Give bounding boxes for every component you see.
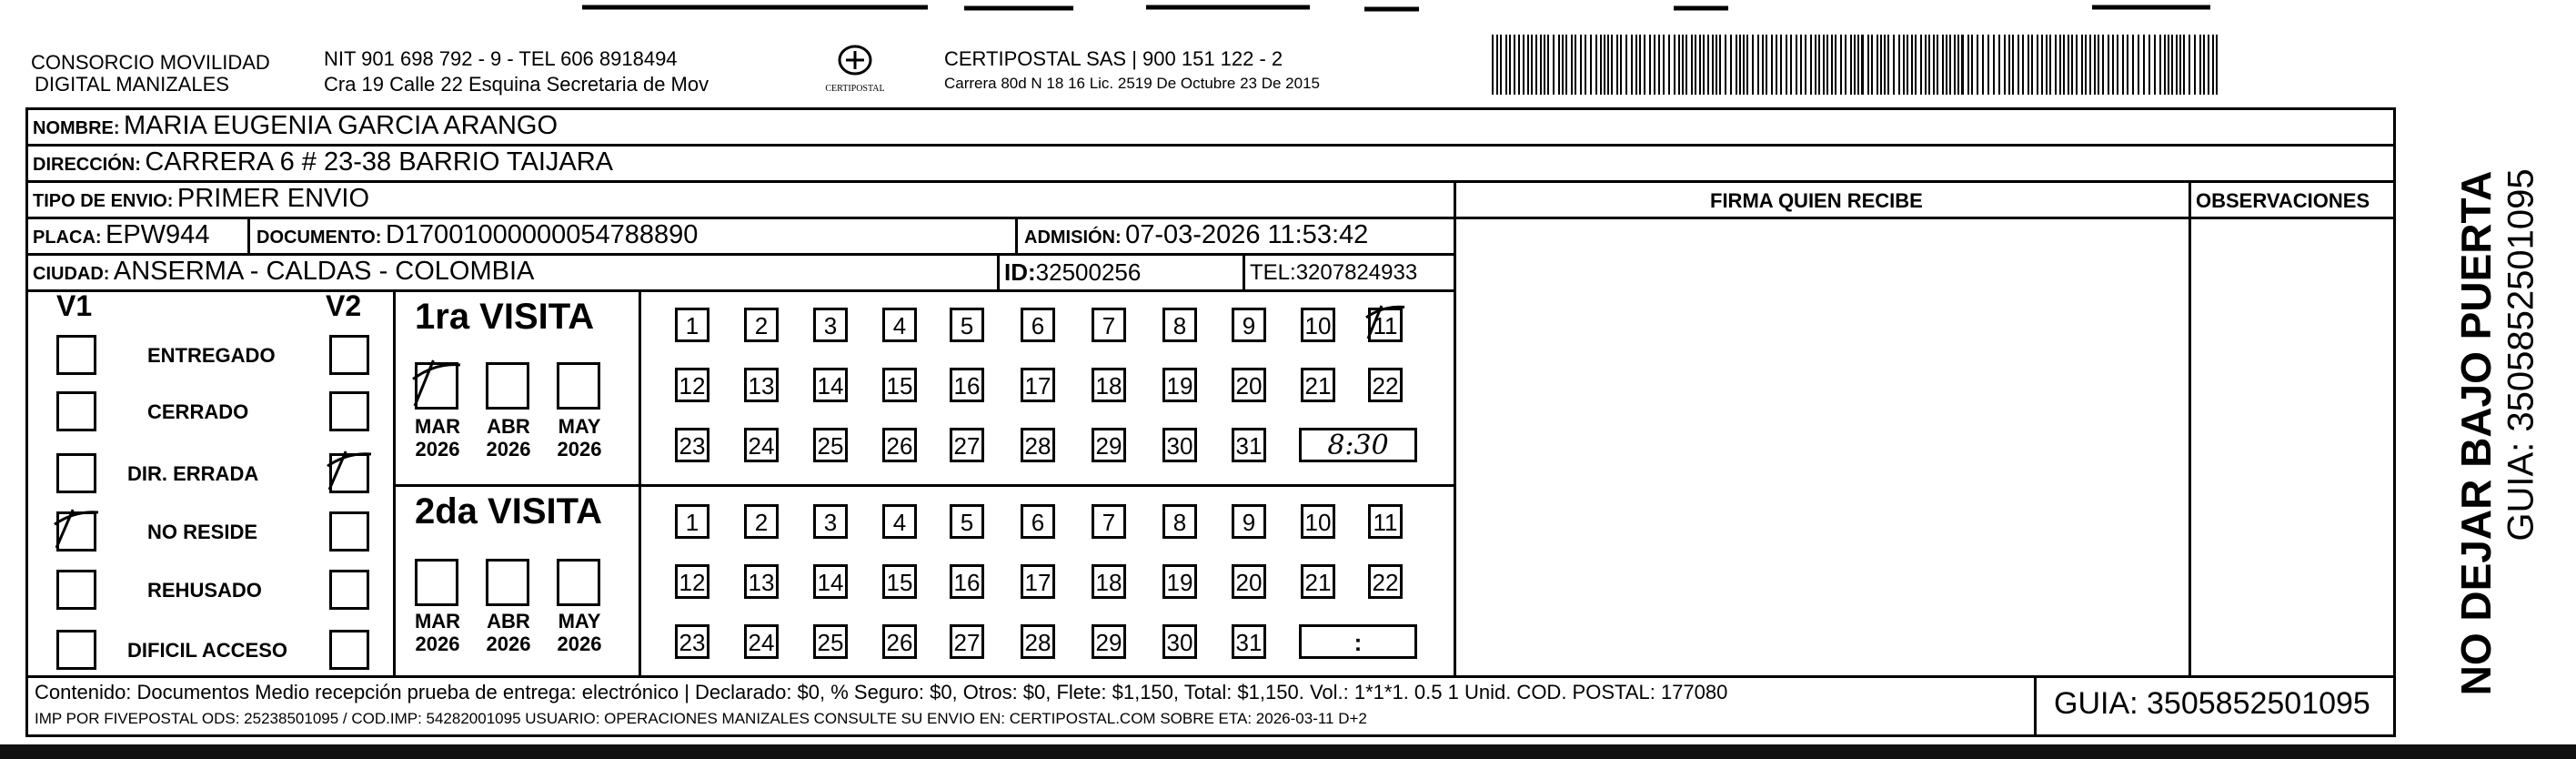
day-box[interactable]: 18 (1092, 368, 1126, 402)
day-box[interactable]: 27 (950, 624, 984, 659)
nombre-value: MARIA EUGENIA GARCIA ARANGO (124, 111, 558, 140)
certipostal-logo (819, 40, 891, 104)
day-box[interactable]: 1 (675, 308, 709, 342)
v2-checkbox[interactable] (329, 570, 369, 610)
day-box[interactable]: 7 (1092, 308, 1126, 342)
second-visit-title: 2da VISITA (415, 491, 602, 531)
month-name: MAY (558, 610, 601, 632)
day-box[interactable]: 25 (813, 624, 848, 659)
tel-row (1250, 260, 1417, 286)
month-checkbox[interactable] (557, 362, 600, 410)
status-label: DIFICIL ACCESO (127, 639, 288, 662)
guia-box: GUIA: 3505852501095 (2054, 686, 2370, 721)
side-guia: GUIA: 3505852501095 (2501, 168, 2541, 541)
day-box[interactable]: 13 (744, 368, 779, 402)
day-box[interactable]: 22 (1368, 368, 1403, 402)
placa-row (33, 220, 209, 250)
month-name: MAY (558, 415, 601, 438)
documento-label: DOCUMENTO: (257, 228, 382, 248)
day-box[interactable]: 19 (1162, 564, 1197, 599)
day-box[interactable]: 15 (882, 564, 917, 599)
nombre-label: NOMBRE: (33, 118, 120, 138)
id-label: ID: (1004, 258, 1036, 286)
day-box[interactable]: 13 (744, 564, 779, 599)
day-box[interactable]: 17 (1021, 368, 1055, 402)
day-box[interactable]: 8 (1162, 504, 1197, 539)
admision-value: 07-03-2026 11:53:42 (1125, 220, 1369, 249)
ciudad-value: ANSERMA - CALDAS - COLOMBIA (113, 257, 535, 286)
month-year: 2026 (415, 438, 460, 460)
day-box[interactable]: 4 (882, 504, 917, 539)
day-box[interactable]: 11 (1368, 308, 1403, 342)
no-dejar-label: NO DEJAR BAJO PUERTA (2452, 170, 2500, 696)
handwritten-check-mark (1363, 299, 1415, 351)
courier-line: CERTIPOSTAL SAS | 900 151 122 - 2 (944, 47, 1283, 70)
first-visit-title: 1ra VISITA (415, 297, 595, 337)
footer-imp: IMP POR FIVEPOSTAL ODS: 25238501095 / COD.IMP: 54282001095 USUARIO: OPERACIONES MANIZALES CONSULTE SU ENVIO EN: CERTIPOSTAL.COM SOBRE ETA: 2026-03-11 D+2 (35, 710, 1367, 727)
company-name-line1: CONSORCIO MOVILIDAD (31, 51, 270, 74)
tel-value: 3207824933 (1295, 260, 1418, 285)
v2-checkbox[interactable] (329, 511, 369, 552)
day-box[interactable]: 4 (882, 308, 917, 342)
day-box[interactable]: 3 (813, 504, 848, 539)
status-label: ENTREGADO (147, 344, 276, 367)
courier-address: Carrera 80d N 18 16 Lic. 2519 De Octubre 23 De 2015 (944, 75, 1320, 92)
day-box[interactable]: 16 (950, 368, 984, 402)
day-box[interactable]: 3 (813, 308, 848, 342)
v1-checkbox[interactable] (56, 630, 96, 670)
ciudad-row (33, 257, 534, 287)
barcode (1492, 35, 2219, 98)
day-box[interactable]: 26 (882, 428, 917, 462)
day-box[interactable]: 30 (1162, 428, 1197, 462)
month-label (477, 415, 540, 460)
v1-checkbox[interactable] (56, 453, 96, 493)
day-box[interactable]: 21 (1301, 564, 1335, 599)
day-box[interactable]: 18 (1092, 564, 1126, 599)
day-box[interactable]: 12 (675, 564, 709, 599)
month-year: 2026 (557, 632, 602, 655)
day-box[interactable]: 31 (1232, 428, 1266, 462)
v2-checkbox[interactable] (329, 391, 369, 431)
month-checkbox[interactable] (557, 559, 600, 606)
month-label (548, 610, 611, 655)
day-box[interactable]: 17 (1021, 564, 1055, 599)
v1-checkbox[interactable] (56, 335, 96, 375)
month-label (406, 610, 469, 655)
tipo-value: PRIMER ENVIO (176, 184, 370, 213)
month-label (406, 415, 469, 460)
id-value: 32500256 (1035, 258, 1142, 286)
status-label: DIR. ERRADA (127, 462, 259, 485)
placa-label: PLACA: (33, 228, 102, 248)
day-box[interactable]: 19 (1162, 368, 1197, 402)
status-label: NO RESIDE (147, 521, 258, 543)
nombre-row (33, 111, 558, 141)
torn-edge-bottom (0, 744, 2576, 759)
day-box[interactable]: 5 (950, 504, 984, 539)
day-box[interactable]: 6 (1021, 308, 1055, 342)
day-box[interactable]: 9 (1232, 504, 1266, 539)
day-box[interactable]: 10 (1301, 504, 1335, 539)
v1-checkbox[interactable] (56, 391, 96, 431)
day-box[interactable]: 29 (1092, 428, 1126, 462)
day-box[interactable]: 25 (813, 428, 848, 462)
observaciones-header: OBSERVACIONES (2196, 189, 2370, 212)
day-box[interactable]: 23 (675, 428, 709, 462)
tipo-row (33, 184, 369, 214)
ciudad-label: CIUDAD: (33, 264, 110, 284)
day-box[interactable]: 14 (813, 368, 848, 402)
day-box[interactable]: 11 (1368, 504, 1403, 539)
day-box[interactable]: 14 (813, 564, 848, 599)
time-separator: : (1353, 629, 1363, 656)
day-box[interactable]: 22 (1368, 564, 1403, 599)
logo-text: CERTIPOSTAL (825, 84, 885, 94)
day-box[interactable]: 16 (950, 564, 984, 599)
id-row (1004, 258, 1141, 287)
admision-row (1024, 220, 1368, 250)
status-label: REHUSADO (147, 579, 262, 602)
direccion-label: DIRECCIÓN: (33, 155, 141, 175)
month-label (548, 415, 611, 460)
month-name: ABR (487, 415, 530, 438)
day-box[interactable]: 2 (744, 308, 779, 342)
v2-checkbox[interactable] (329, 335, 369, 375)
day-box[interactable]: 29 (1092, 624, 1126, 659)
day-box[interactable]: 21 (1301, 368, 1335, 402)
month-label (477, 610, 540, 655)
day-box[interactable]: 5 (950, 308, 984, 342)
day-box[interactable]: 24 (744, 428, 779, 462)
placa-value: EPW944 (106, 220, 210, 249)
direccion-value: CARRERA 6 # 23-38 BARRIO TAIJARA (145, 147, 614, 177)
day-box[interactable]: 6 (1021, 504, 1055, 539)
form-frame (25, 107, 2396, 737)
day-box[interactable]: 24 (744, 624, 779, 659)
day-box[interactable]: 9 (1232, 308, 1266, 342)
handwritten-check-mark (51, 502, 109, 561)
month-year: 2026 (557, 438, 602, 460)
month-year: 2026 (415, 632, 460, 655)
month-checkbox[interactable] (486, 559, 529, 606)
month-year: 2026 (486, 438, 531, 460)
documento-value: D17001000000054788890 (385, 220, 699, 249)
month-checkbox[interactable] (486, 362, 529, 410)
day-box[interactable]: 8 (1162, 308, 1197, 342)
day-box[interactable]: 12 (675, 368, 709, 402)
nit-line: NIT 901 698 792 - 9 - TEL 606 8918494 (324, 47, 678, 70)
documento-row (257, 220, 698, 250)
tel-label: TEL: (1250, 260, 1296, 285)
company-name-line2: DIGITAL MANIZALES (35, 73, 229, 96)
day-box[interactable]: 1 (675, 504, 709, 539)
v2-checkbox[interactable] (329, 630, 369, 670)
day-box[interactable]: 28 (1021, 624, 1055, 659)
firma-header: FIRMA QUIEN RECIBE (1710, 189, 1923, 212)
time-box[interactable] (1299, 624, 1417, 659)
v2-header: V2 (326, 289, 362, 322)
day-box[interactable]: 20 (1232, 564, 1266, 599)
time-box[interactable] (1299, 428, 1417, 462)
day-box[interactable]: 27 (950, 428, 984, 462)
month-checkbox[interactable] (415, 559, 458, 606)
day-box[interactable]: 15 (882, 368, 917, 402)
day-box[interactable]: 31 (1232, 624, 1266, 659)
month-name: ABR (487, 610, 530, 632)
day-box[interactable]: 28 (1021, 428, 1055, 462)
status-label: CERRADO (147, 400, 249, 423)
v1-checkbox[interactable] (56, 570, 96, 610)
torn-edge-top (0, 0, 2576, 7)
day-box[interactable]: 26 (882, 624, 917, 659)
v1-header: V1 (56, 289, 93, 322)
day-box[interactable]: 2 (744, 504, 779, 539)
month-name: MAR (414, 415, 461, 438)
day-box[interactable]: 23 (675, 624, 709, 659)
day-box[interactable]: 7 (1092, 504, 1126, 539)
handwritten-time: 8:30 (1327, 430, 1389, 461)
handwritten-check-mark (324, 444, 382, 502)
month-name: MAR (414, 610, 461, 632)
admision-label: ADMISIÓN: (1024, 228, 1122, 248)
handwritten-check-mark (409, 353, 471, 419)
tipo-label: TIPO DE ENVIO: (33, 191, 174, 211)
day-box[interactable]: 30 (1162, 624, 1197, 659)
footer-contenido: Contenido: Documentos Medio recepción prueba de entrega: electrónico | Declarado: $0, % Seguro: $0, Otros: $0, Flete: $1,150, Total: $1,150. Vol.: 1*1*1. 0.5 1 Unid. COD. POSTAL: 177080 (35, 681, 1728, 703)
day-box[interactable]: 20 (1232, 368, 1266, 402)
day-box[interactable]: 10 (1301, 308, 1335, 342)
direccion-row (33, 147, 613, 177)
month-year: 2026 (486, 632, 531, 655)
address-line: Cra 19 Calle 22 Esquina Secretaria de Mov (324, 73, 709, 96)
